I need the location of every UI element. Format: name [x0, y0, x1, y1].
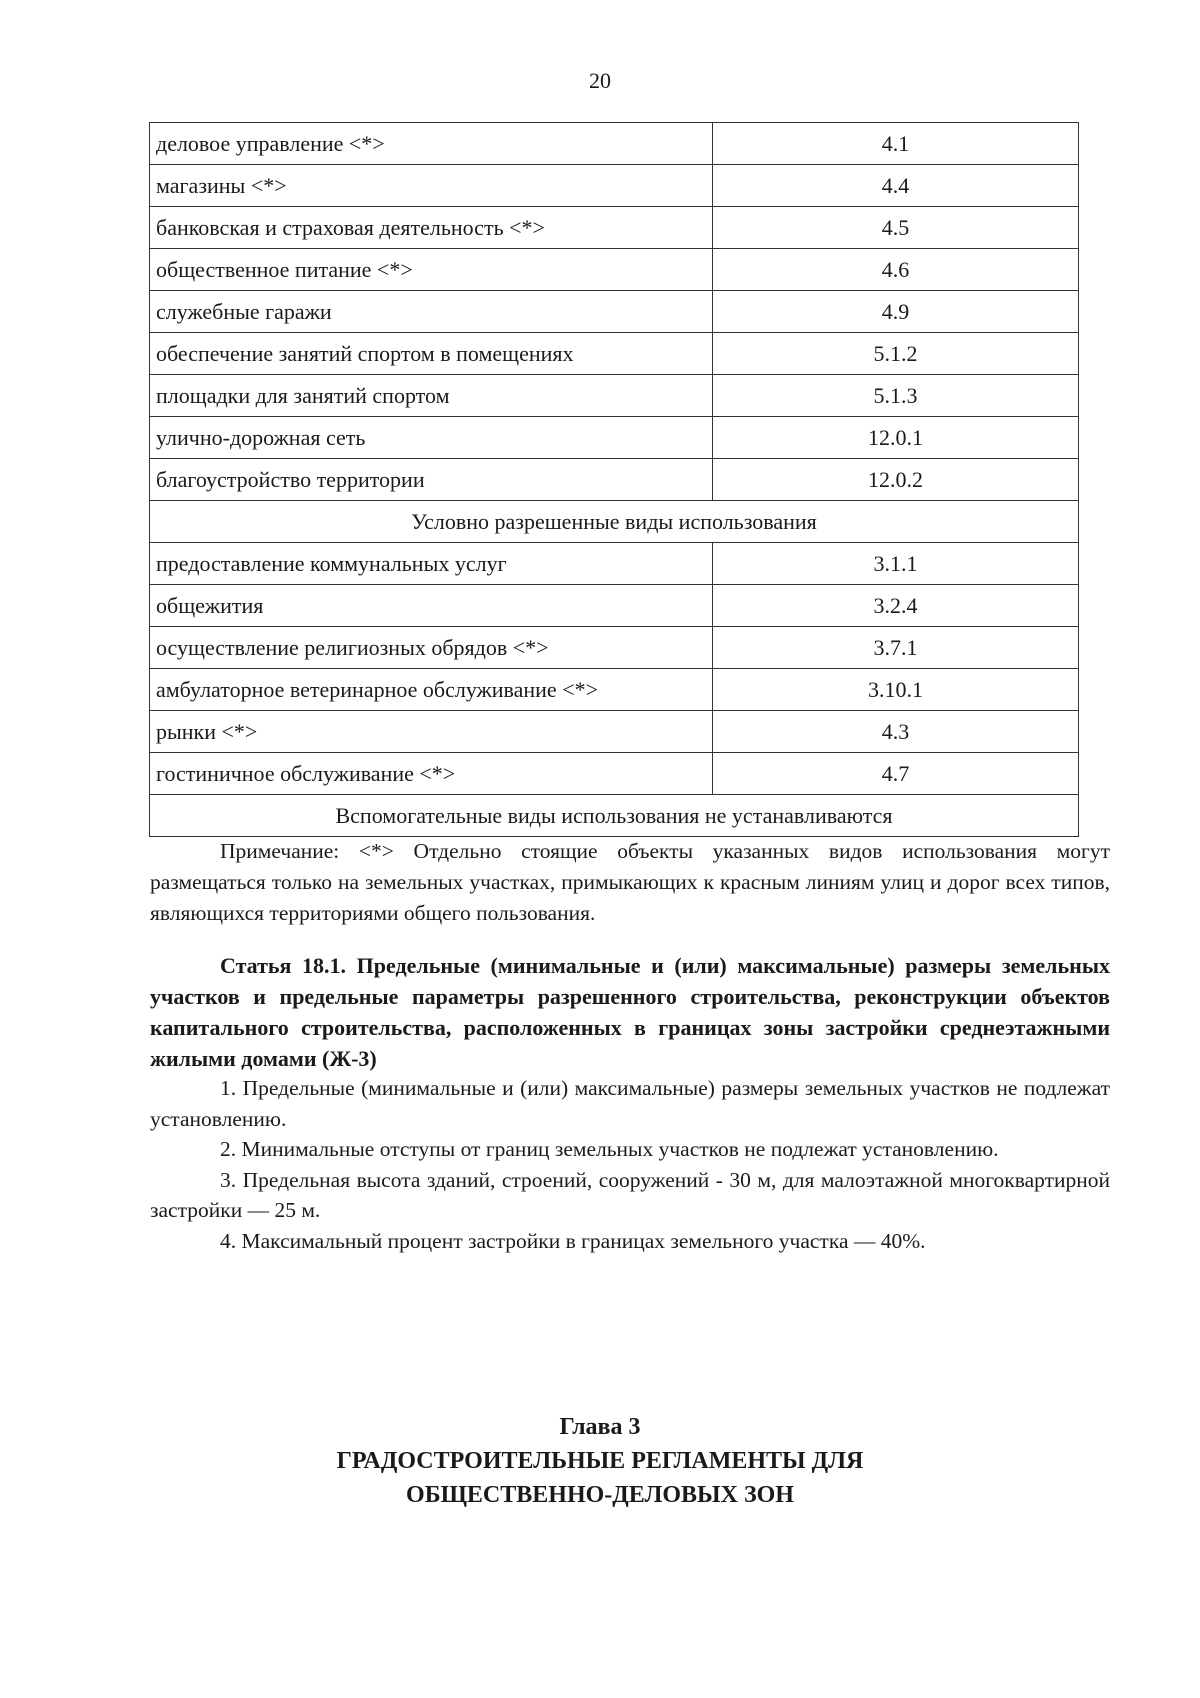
table-row — [150, 753, 1079, 795]
table-row — [150, 543, 1079, 585]
section-header-row — [150, 795, 1079, 837]
use-code: 4.1 — [713, 123, 1079, 165]
conditional-uses-header: Условно разрешенные виды использования — [150, 501, 1079, 543]
article-paragraph: 4. Максимальный процент застройки в границах земельного участка — 40%. — [220, 1228, 926, 1253]
use-name: обеспечение занятий спортом в помещениях — [150, 333, 713, 375]
use-code: 12.0.1 — [713, 417, 1079, 459]
table-row — [150, 333, 1079, 375]
use-code: 3.7.1 — [713, 627, 1079, 669]
table-row — [150, 291, 1079, 333]
table-row — [150, 711, 1079, 753]
use-name: общежития — [150, 585, 713, 627]
use-code: 5.1.2 — [713, 333, 1079, 375]
table-row — [150, 459, 1079, 501]
table-row — [150, 165, 1079, 207]
use-code: 4.4 — [713, 165, 1079, 207]
use-name: гостиничное обслуживание <*> — [150, 753, 713, 795]
article-body — [150, 1073, 1110, 1256]
use-code: 3.2.4 — [713, 585, 1079, 627]
use-code: 3.10.1 — [713, 669, 1079, 711]
table-row — [150, 123, 1079, 165]
use-code: 5.1.3 — [713, 375, 1079, 417]
use-name: магазины <*> — [150, 165, 713, 207]
use-code: 4.3 — [713, 711, 1079, 753]
use-code: 4.7 — [713, 753, 1079, 795]
chapter-number: Глава 3 — [559, 1414, 641, 1440]
land-use-table — [149, 122, 1079, 837]
use-name: амбулаторное ветеринарное обслуживание <*> — [150, 669, 713, 711]
use-name: деловое управление <*> — [150, 123, 713, 165]
auxiliary-uses-row: Вспомогательные виды использования не устанавливаются — [150, 795, 1079, 837]
use-name: площадки для занятий спортом — [150, 375, 713, 417]
use-name: благоустройство территории — [150, 459, 713, 501]
article-paragraph: 2. Минимальные отступы от границ земельных участков не подлежат установлению. — [220, 1137, 999, 1161]
use-name: общественное питание <*> — [150, 249, 713, 291]
chapter-title-line: ГРАДОСТРОИТЕЛЬНЫЕ РЕГЛАМЕНТЫ ДЛЯ — [336, 1448, 864, 1474]
table-row — [150, 249, 1079, 291]
use-name: улично-дорожная сеть — [150, 417, 713, 459]
use-name: рынки <*> — [150, 711, 713, 753]
article-paragraph: 3. Предельная высота зданий, строений, сооружений - 30 м, для малоэтажной многоквартирной застройки — 25 м. — [150, 1167, 1110, 1222]
table-row — [150, 669, 1079, 711]
table-row — [150, 207, 1079, 249]
table-row — [150, 585, 1079, 627]
chapter-title-line: ОБЩЕСТВЕННО-ДЕЛОВЫХ ЗОН — [406, 1482, 794, 1508]
use-name: служебные гаражи — [150, 291, 713, 333]
table-note: Примечание: <*> Отдельно стоящие объекты указанных видов использования могут размещаться только на земельных участках, примыкающих к красным линиям улиц и дорог всех типов, являющихся территориями общего пользования. — [150, 839, 1110, 925]
section-header-row — [150, 501, 1079, 543]
use-name: банковская и страховая деятельность <*> — [150, 207, 713, 249]
use-code: 3.1.1 — [713, 543, 1079, 585]
table-row — [150, 417, 1079, 459]
table-row — [150, 627, 1079, 669]
use-code: 4.9 — [713, 291, 1079, 333]
article-title: Статья 18.1. Предельные (минимальные и (или) максимальные) размеры земельных участков и предельные параметры разрешенного строительства, реконструкции объектов капитального строительства, расположенных в границах зоны застройки среднеэтажными жилыми домами (Ж-3) — [150, 953, 1110, 1071]
use-code: 12.0.2 — [713, 459, 1079, 501]
use-name: осуществление религиозных обрядов <*> — [150, 627, 713, 669]
use-name: предоставление коммунальных услуг — [150, 543, 713, 585]
chapter-heading — [0, 1410, 1200, 1512]
article-paragraph: 1. Предельные (минимальные и (или) максимальные) размеры земельных участков не подлежат установлению. — [150, 1076, 1110, 1131]
page-number: 20 — [589, 68, 611, 93]
table-row — [150, 375, 1079, 417]
use-code: 4.5 — [713, 207, 1079, 249]
use-code: 4.6 — [713, 249, 1079, 291]
